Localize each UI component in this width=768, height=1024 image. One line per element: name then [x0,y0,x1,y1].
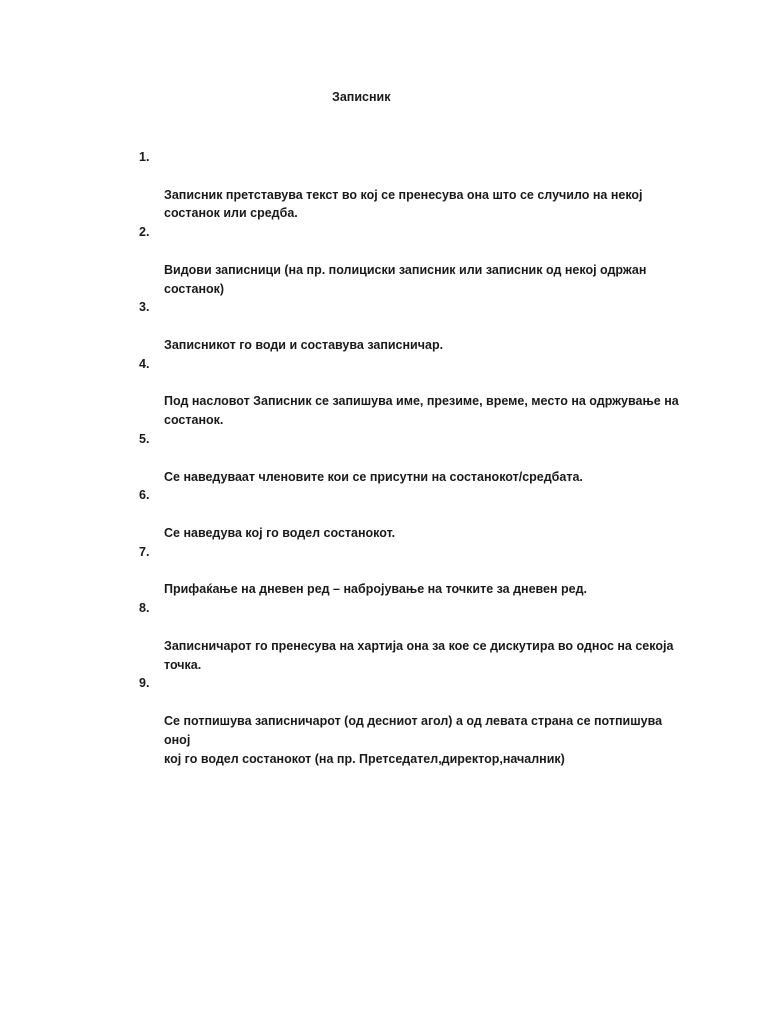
list-item [134,599,682,674]
list-item-text: Се наведува кој го водел состанокот. [164,525,396,540]
list-item [134,223,682,298]
list-item-number: 8. [139,601,150,616]
list-item [134,430,682,486]
list-item-text: Записник претставува текст во кој се пренесува она што се случило на некој состанок или средба. [164,187,643,221]
list-item-number: 6. [139,488,150,503]
list-item-text: Се наведуваат членовите кои се присутни на состанокот/средбата. [164,469,583,484]
list-item [134,543,682,599]
document-title: Записник [332,90,391,104]
numbered-list [134,148,682,768]
list-item [134,355,682,430]
list-item [134,298,682,354]
list-item-text: Се потпишува записничарот (од десниот агол) а од левата страна се потпишува оној кој го водел состанокот (на пр. Претседател,директор,началник) [164,713,663,766]
list-item [134,674,682,768]
list-item-text: Записникот го води и составува записничар. [164,337,444,352]
list-item-number: 4. [139,356,150,371]
list-item-text: Прифаќање на дневен ред – набројување на точките за дневен ред. [164,582,588,597]
list-item-number: 7. [139,544,150,559]
list-item-text: Видови записници (на пр. полициски записник или записник од некој одржан состанок) [164,262,647,296]
list-item-text: Под насловот Записник се запишува име, презиме, време, место на одржување на состанок. [164,394,679,428]
list-item [134,148,682,223]
list-item-text: Записничарот го пренесува на хартија она за кое се дискутира во однос на секоја точка. [164,638,674,672]
list-item-number: 1. [139,150,150,164]
list-item-number: 2. [139,225,150,240]
list-item-number: 5. [139,431,150,446]
list-item [134,486,682,542]
list-item-number: 3. [139,300,150,315]
list-item-number: 9. [139,676,150,691]
